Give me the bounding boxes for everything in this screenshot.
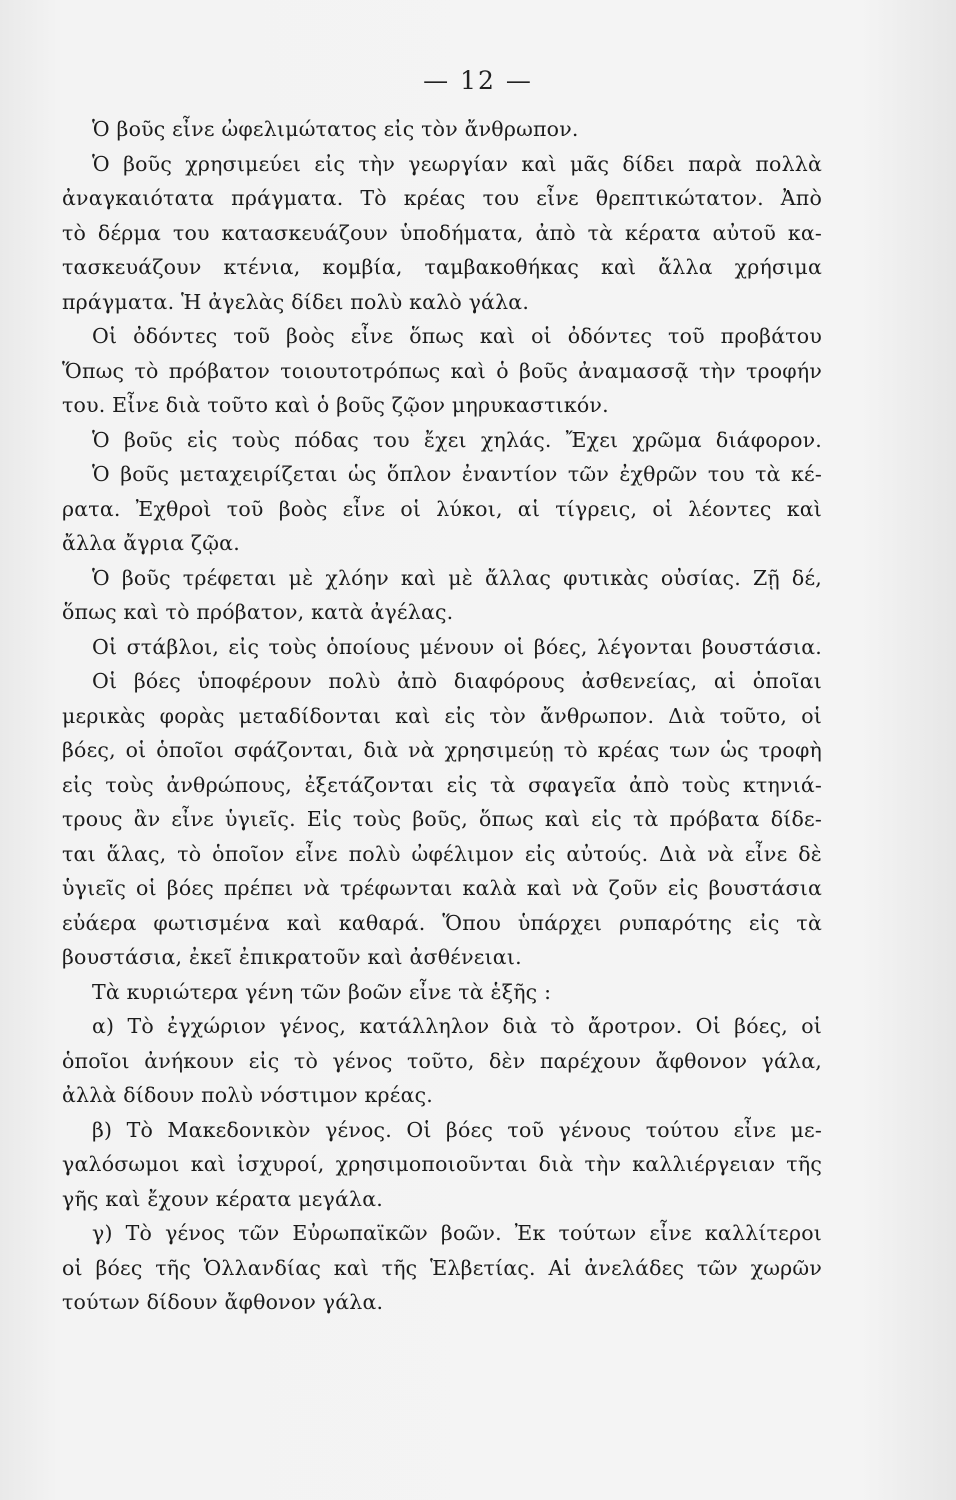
page-number: — 12 — (423, 66, 533, 95)
text-line: Οἱ ὀδόντες τοῦ βοὸς εἶνε ὅπως καὶ οἱ ὀδόντες τοῦ προβάτου (92, 324, 822, 348)
text-line: Οἱ στάβλοι, εἰς τοὺς ὁποίους μένουν οἱ βόες, λέγονται βουστάσια. (92, 634, 822, 659)
text-line: Τὰ κυριώτερα γένη τῶν βοῶν εἶνε τὰ ἑξῆς : (92, 979, 552, 1004)
text-line: τούτων δίδουν ἄφθονον γάλα. (62, 1290, 384, 1314)
text-line: γ) Τὸ γένος τῶν Εὐρωπαϊκῶν βοῶν. Ἐκ τούτων εἶνε καλλίτεροι (92, 1221, 822, 1245)
text-line: ἀλλὰ δίδουν πολὺ νόστιμον κρέας. (62, 1083, 434, 1107)
text-line: ται ἅλας, τὸ ὁποῖον εἶνε πολὺ ὠφέλιμον εἰς αὐτούς. Διὰ νὰ εἶνε δὲ (62, 841, 822, 866)
text-line: Ὁ βοῦς τρέφεται μὲ χλόην καὶ μὲ ἄλλας φυτικὰς οὐσίας. Ζῇ δέ, (92, 565, 822, 590)
text-line: τασκευάζουν κτένια, κομβία, ταμβακοθήκας καὶ ἄλλα χρήσιμα (62, 255, 822, 279)
body-text (62, 112, 822, 1320)
text-line: μερικὰς φορὰς μεταδίδονται καὶ εἰς τὸν ἄνθρωπον. Διὰ τοῦτο, οἱ (62, 703, 822, 728)
text-line: ὑγιεῖς οἱ βόες πρέπει νὰ τρέφωνται καλὰ καὶ νὰ ζοῦν εἰς βουστάσια (62, 876, 822, 900)
text-line: βουστάσια, ἐκεῖ ἐπικρατοῦν καὶ ἀσθένειαι. (62, 945, 522, 969)
text-line: βόες, οἱ ὁποῖοι σφάζονται, διὰ νὰ χρησιμεύῃ τὸ κρέας των ὡς τροφὴ (62, 738, 822, 762)
text-line: τρους ἂν εἶνε ὑγιεῖς. Εἰς τοὺς βοῦς, ὅπως καὶ εἰς τὰ πρόβατα δίδε- (62, 807, 822, 831)
text-line: ὅπως καὶ τὸ πρόβατον, κατὰ ἀγέλας. (62, 600, 454, 624)
text-line: ὁποῖοι ἀνήκουν εἰς τὸ γένος τοῦτο, δὲν παρέχουν ἄφθονον γάλα, (62, 1048, 822, 1073)
text-line: ἀναγκαιότατα πράγματα. Τὸ κρέας του εἶνε θρεπτικώτατον. Ἀπὸ (62, 186, 822, 210)
text-line: ἄλλα ἄγρια ζῷα. (62, 531, 240, 555)
text-line: τὸ δέρμα του κατασκευάζουν ὑποδήματα, ἀπὸ τὰ κέρατα αὐτοῦ κα- (62, 220, 822, 245)
text-line: εὐάερα φωτισμένα καὶ καθαρά. Ὅπου ὑπάρχει ρυπαρότης εἰς τὰ (62, 910, 822, 935)
text-line: ρατα. Ἐχθροὶ τοῦ βοὸς εἶνε οἱ λύκοι, αἱ τίγρεις, οἱ λέοντες καὶ (62, 496, 822, 521)
text-line: γῆς καὶ ἔχουν κέρατα μεγάλα. (62, 1186, 383, 1211)
text-line: του. Εἶνε διὰ τοῦτο καὶ ὁ βοῦς ζῷον μηρυκαστικόν. (62, 393, 609, 417)
text-line: πράγματα. Ἡ ἀγελὰς δίδει πολὺ καλὸ γάλα. (62, 289, 530, 314)
text-line: Ὁ βοῦς μεταχειρίζεται ὡς ὅπλον ἐναντίον τῶν ἐχθρῶν του τὰ κέ- (92, 462, 822, 486)
text-line: οἱ βόες τῆς Ὁλλανδίας καὶ τῆς Ἑλβετίας. Αἱ ἀνελάδες τῶν χωρῶν (62, 1255, 822, 1280)
text-line: Ὁ βοῦς εἶνε ὠφελιμώτατος εἰς τὸν ἄνθρωπον. (92, 117, 579, 141)
text-line: Ὁ βοῦς εἰς τοὺς πόδας του ἔχει χηλάς. Ἔχει χρῶμα διάφορον. (92, 427, 822, 452)
text-line: Ὁ βοῦς χρησιμεύει εἰς τὴν γεωργίαν καὶ μᾶς δίδει παρὰ πολλὰ (92, 151, 822, 176)
text-line: Οἱ βόες ὑποφέρουν πολὺ ἀπὸ διαφόρους ἀσθενείας, αἱ ὁποῖαι (92, 669, 822, 693)
text-line: β) Τὸ Μακεδονικὸν γένος. Οἱ βόες τοῦ γένους τούτου εἶνε με- (92, 1117, 822, 1142)
text-line: Ὅπως τὸ πρόβατον τοιουτοτρόπως καὶ ὁ βοῦς ἀναμασσᾷ τὴν τροφήν (62, 358, 822, 383)
text-line: α) Τὸ ἐγχώριον γένος, κατάλληλον διὰ τὸ ἄροτρον. Οἱ βόες, οἱ (92, 1014, 822, 1038)
text-line: γαλόσωμοι καὶ ἰσχυροί, χρησιμοποιοῦνται διὰ τὴν καλλιέργειαν τῆς (62, 1152, 822, 1176)
text-line: εἰς τοὺς ἀνθρώπους, ἐξετάζονται εἰς τὰ σφαγεῖα ἀπὸ τοὺς κτηνιά- (62, 772, 822, 797)
